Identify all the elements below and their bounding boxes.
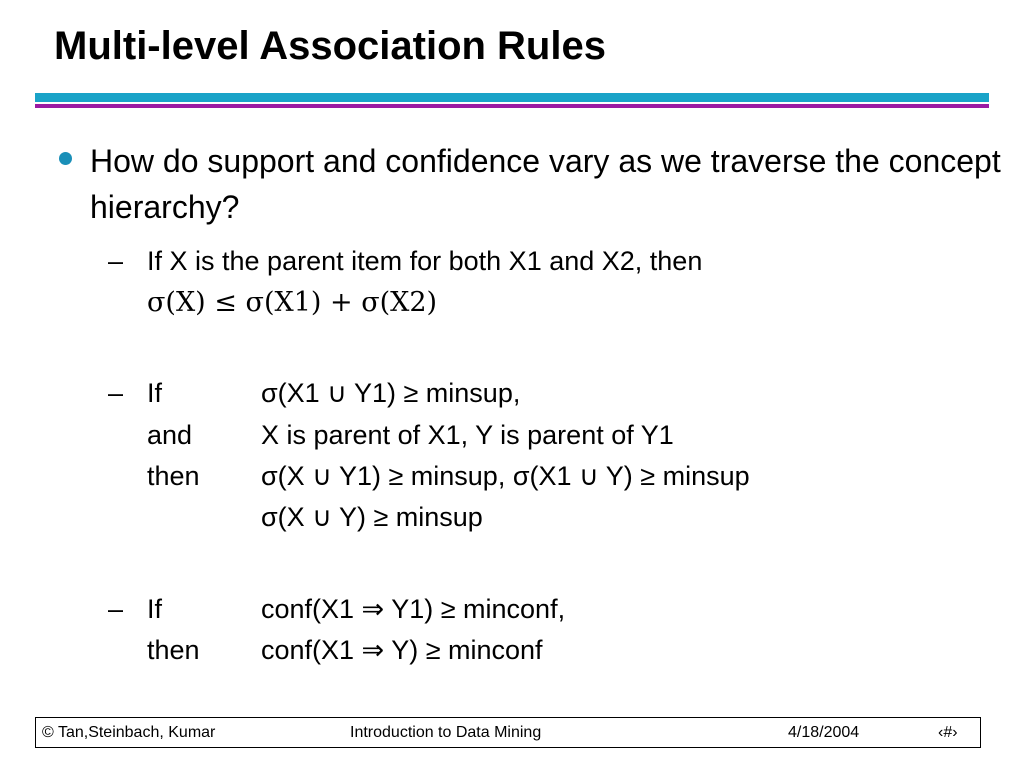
expression: conf(X1 ⇒ Y) ≥ minconf bbox=[261, 635, 543, 665]
keyword: and bbox=[147, 420, 193, 450]
dash-icon: – bbox=[108, 594, 124, 624]
expression: σ(X ∪ Y) ≥ minsup bbox=[261, 502, 483, 532]
sub3-row-if bbox=[147, 589, 565, 629]
keyword: If bbox=[147, 594, 163, 624]
keyword: then bbox=[147, 461, 200, 491]
main-bullet-text: How do support and confidence vary as we traverse the concept hierarchy? bbox=[90, 143, 1001, 225]
sub2-row-cont bbox=[147, 497, 483, 537]
footer-page-number: ‹#› bbox=[938, 724, 958, 741]
sub1-line2: σ(X) ≤ σ(X1) + σ(X2) bbox=[147, 287, 438, 318]
expression: X is parent of X1, Y is parent of Y1 bbox=[261, 420, 674, 450]
sub2-row-then bbox=[147, 456, 750, 496]
dash-icon: – bbox=[108, 378, 124, 408]
bullet-dot-icon bbox=[59, 152, 72, 165]
slide-title: Multi-level Association Rules bbox=[54, 24, 606, 68]
sub2-row-if bbox=[147, 373, 520, 413]
footer-authors: © Tan,Steinbach, Kumar bbox=[42, 724, 216, 741]
keyword: If bbox=[147, 378, 163, 408]
slide-footer bbox=[35, 717, 981, 748]
keyword: then bbox=[147, 635, 200, 665]
title-underline-cyan bbox=[35, 93, 989, 102]
footer-course: Introduction to Data Mining bbox=[350, 724, 542, 741]
sub1-line1: If X is the parent item for both X1 and X2, then bbox=[147, 246, 703, 276]
dash-icon: – bbox=[108, 246, 124, 276]
expression: σ(X1 ∪ Y1) ≥ minsup, bbox=[261, 378, 521, 408]
title-underline-purple bbox=[35, 104, 989, 108]
expression: σ(X ∪ Y1) ≥ minsup, σ(X1 ∪ Y) ≥ minsup bbox=[261, 461, 750, 491]
expression: conf(X1 ⇒ Y1) ≥ minconf, bbox=[261, 594, 566, 624]
sub2-row-and bbox=[147, 415, 674, 455]
sub3-row-then bbox=[147, 630, 543, 670]
footer-date: 4/18/2004 bbox=[788, 724, 860, 741]
